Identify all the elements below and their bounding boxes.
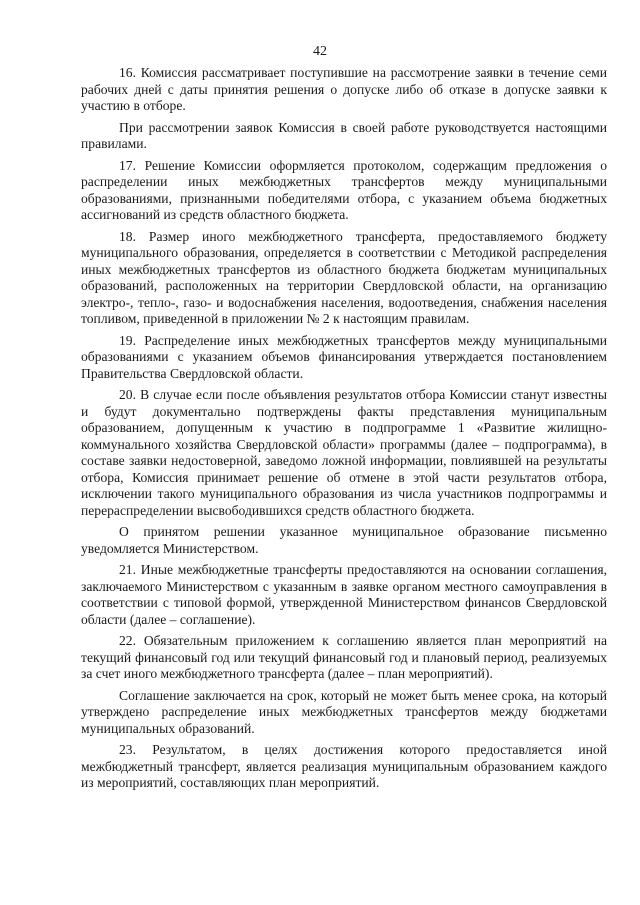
page-number: 42 — [313, 44, 327, 59]
paragraph-20-note: О принятом решении указанное муниципальное образование письменно уведомляется Министерством. — [81, 524, 607, 556]
document-body — [81, 65, 607, 797]
paragraph-21: 21. Иные межбюджетные трансферты предоставляются на основании соглашения, заключаемого Министерством с указанным в заявке органом местного самоуправления в соответствии с типовой формой, утвержденной Министерством финансов Свердловской области (далее – соглашение). — [81, 562, 607, 627]
paragraph-20: 20. В случае если после объявления результатов отбора Комиссии станут известны и будут документально подтверждены факты представления муниципальным образованием, допущенным к участию в подпрограмме 1 «Развитие жилищно-коммунального хозяйства Свердловской области» программы (далее – подпрограмма), в составе заявки недостоверной, заведомо ложной информации, повлиявшей на результаты отбора, Комиссия принимает решение об отмене в этой части результатов отбора, исключении такого муниципального образования из числа участников подпрограммы и перераспределении высвободившихся средств областного бюджета. — [81, 387, 607, 518]
paragraph-22: 22. Обязательным приложением к соглашению является план мероприятий на текущий финансовый год или текущий финансовый год и плановый период, реализуемых за счет иного межбюджетного трансферта (далее – план мероприятий). — [81, 633, 607, 681]
paragraph-22-note: Соглашение заключается на срок, который не может быть менее срока, на который утверждено распределение иных межбюджетных трансфертов между бюджетами муниципальных образований. — [81, 687, 607, 736]
paragraph-16: 16. Комиссия рассматривает поступившие на рассмотрение заявки в течение семи рабочих дней с даты принятия решения о допуске либо об отказе в допуске заявки к участию в отборе. — [81, 65, 607, 113]
paragraph-17: 17. Решение Комиссии оформляется протоколом, содержащим предложения о распределении иных межбюджетных трансфертов между муниципальными образованиями, признанными победителями отбора, с указанием объема бюджетных ассигнований из средств областного бюджета. — [81, 157, 607, 222]
paragraph-19: 19. Распределение иных межбюджетных трансфертов между муниципальными образованиями с указанием объемов финансирования утверждается постановлением Правительства Свердловской области. — [81, 332, 607, 381]
paragraph-23: 23. Результатом, в целях достижения которого предоставляется иной межбюджетный трансферт, является реализация муниципальным образованием каждого из мероприятий, составляющих план мероприятий. — [81, 742, 607, 790]
paragraph-18: 18. Размер иного межбюджетного трансферта, предоставляемого бюджету муниципального образования, определяется в соответствии с Методикой распределения иных межбюджетных трансфертов из областного бюджета бюджетам муниципальных образований, расположенных на территории Свердловской области, на организацию электро-, тепло-, газо- и водоснабжения населения, водоотведения, снабжения населения топливом, приведенной в приложении № 2 к настоящим правилам. — [81, 228, 607, 326]
paragraph-16-note: При рассмотрении заявок Комиссия в своей работе руководствуется настоящими правилами. — [81, 119, 607, 151]
